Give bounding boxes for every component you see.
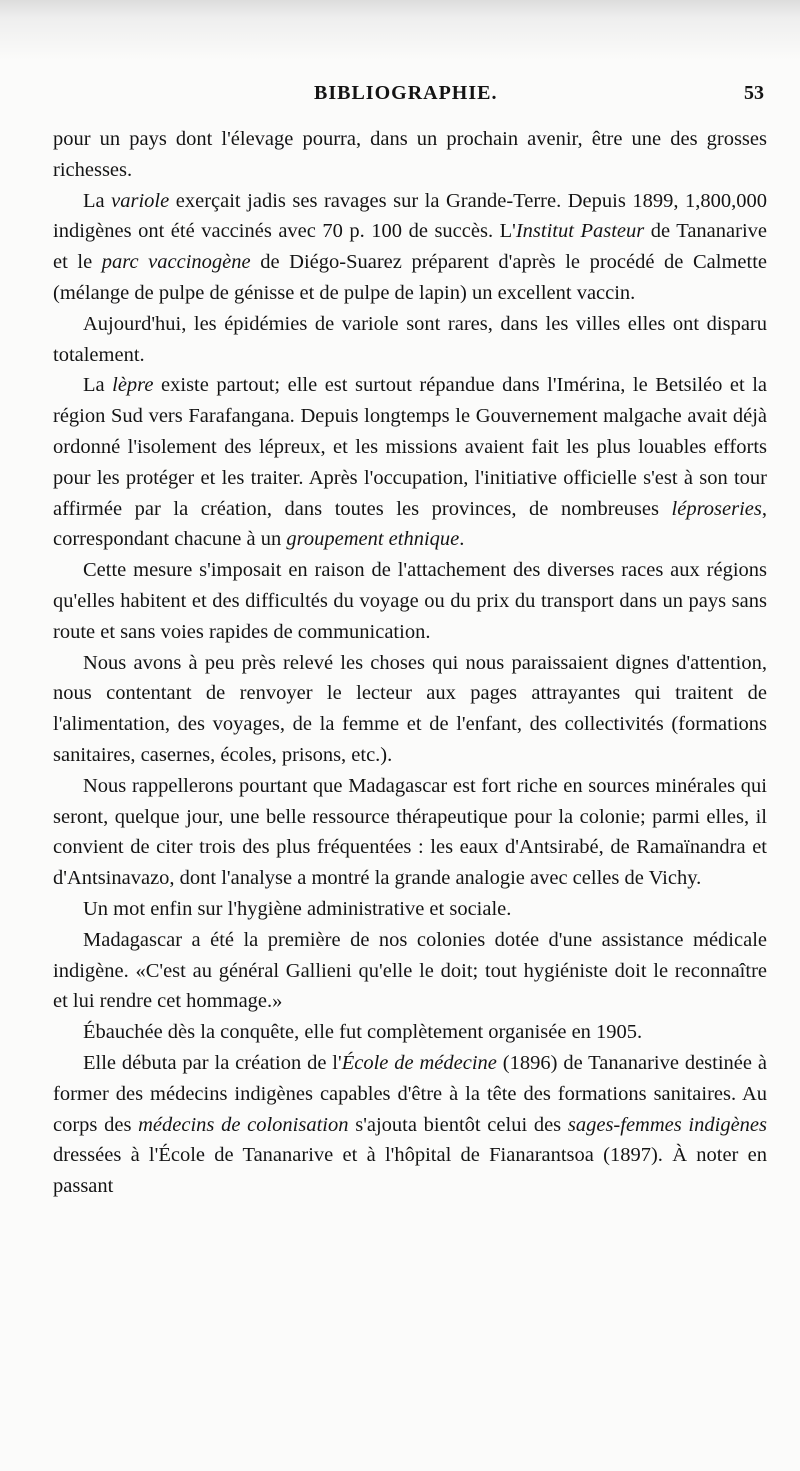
paragraph <box>53 186 767 309</box>
italic-term: groupement ethnique <box>286 528 460 551</box>
italic-term: sages-femmes indigènes <box>567 1113 767 1136</box>
paragraph <box>53 648 767 771</box>
running-header <box>52 82 768 108</box>
text-run: s'ajouta bientôt celui des <box>348 1113 568 1136</box>
italic-term: parc vaccinogène <box>101 251 251 274</box>
paragraph <box>53 1017 767 1048</box>
scan-edge-shadow <box>0 0 800 60</box>
text-run: Madagascar a été la première de nos colonies dotée d'une assistance médicale indigène. «C'est au général Gallieni qu'elle le doit; tout hygiéniste doit le reconnaître et lui rendre cet hommage.» <box>53 928 767 1013</box>
text-run: , correspondant chacune à un <box>53 497 767 551</box>
paragraph <box>53 124 767 186</box>
paragraph <box>53 370 767 555</box>
paragraph <box>53 309 767 371</box>
italic-term: variole <box>111 189 170 212</box>
italic-term: lèpre <box>112 374 154 397</box>
text-run: . <box>459 528 465 551</box>
text-run: exerçait jadis ses ravages sur la Grande-Terre. Depuis 1899, 1,800,000 indigènes ont été vaccinés avec 70 p. 100 de succès. L' <box>53 189 767 243</box>
paragraph <box>53 925 767 1017</box>
running-title: BIBLIOGRAPHIE. <box>314 82 498 104</box>
italic-term: médecins de colonisation <box>138 1113 349 1136</box>
italic-term: léproseries <box>671 497 762 520</box>
body-text <box>53 124 767 1202</box>
text-run: Un mot enfin sur l'hygiène administrative et sociale. <box>83 897 512 920</box>
text-run: Nous rappellerons pourtant que Madagascar est fort riche en sources minérales qui seront, quelque jour, une belle ressource thérapeutique pour la colonie; parmi elles, il convient de citer trois des plus fréquentées : les eaux d'Antsirabé, de Ramaïnandra et d'Antsinavazo, dont l'analyse a montré la grande analogie avec celles de Vichy. <box>53 774 767 890</box>
text-run: La <box>83 374 113 397</box>
paragraph <box>53 894 767 925</box>
text-run: Cette mesure s'imposait en raison de l'attachement des diverses races aux régions qu'elles habitent et des difficultés du voyage ou du prix du transport dans un pays sans route et sans voies rapides de communication. <box>53 559 767 643</box>
text-run: (1896) de Tananarive destinée à former des médecins indigènes capables d'être à la tête des formations sanitaires. Au corps des <box>53 1051 767 1136</box>
text-run: Aujourd'hui, les épidémies de variole sont rares, dans les villes elles ont disparu totalement. <box>53 312 767 366</box>
text-run: pour un pays dont l'élevage pourra, dans un prochain avenir, être une des grosses richesses. <box>53 128 767 181</box>
text-run: existe partout; elle est surtout répandue dans l'Imérina, le Betsiléo et la région Sud vers Farafangana. Depuis longtemps le Gouvernement malgache avait déjà ordonné l'isolement des lépreux, et les missions avaient fait les plus louables efforts pour les protéger et les traiter. Après l'occupation, l'initiative officielle s'est à son tour affirmée par la création, dans toutes les provinces, de nombreuses <box>53 374 767 520</box>
text-run: La <box>83 189 112 212</box>
text-run: Elle débuta par la création de l' <box>83 1051 342 1074</box>
italic-term: Institut Pasteur <box>515 220 645 243</box>
paragraph <box>53 771 767 894</box>
italic-term: École de médecine <box>341 1051 497 1074</box>
paragraph <box>53 1048 767 1202</box>
paragraph <box>53 555 767 647</box>
text-run: de Diégo-Suarez préparent d'après le procédé de Calmette (mélange de pulpe de génisse et de pulpe de lapin) un excellent vaccin. <box>53 251 767 304</box>
text-run: Nous avons à peu près relevé les choses qui nous paraissaient dignes d'attention, nous contentant de renvoyer le lecteur aux pages attrayantes qui traitent de l'alimentation, des voyages, de la femme et de l'enfant, des collectivités (formations sanitaires, casernes, écoles, prisons, etc.). <box>53 651 767 766</box>
text-run: dressées à l'École de Tananarive et à l'hôpital de Fianarantsoa (1897). À noter en passant <box>53 1144 767 1198</box>
page-number: 53 <box>744 82 764 104</box>
text-run: de Tananarive et le <box>53 220 768 274</box>
text-run: Ébauchée dès la conquête, elle fut complètement organisée en 1905. <box>83 1021 643 1044</box>
